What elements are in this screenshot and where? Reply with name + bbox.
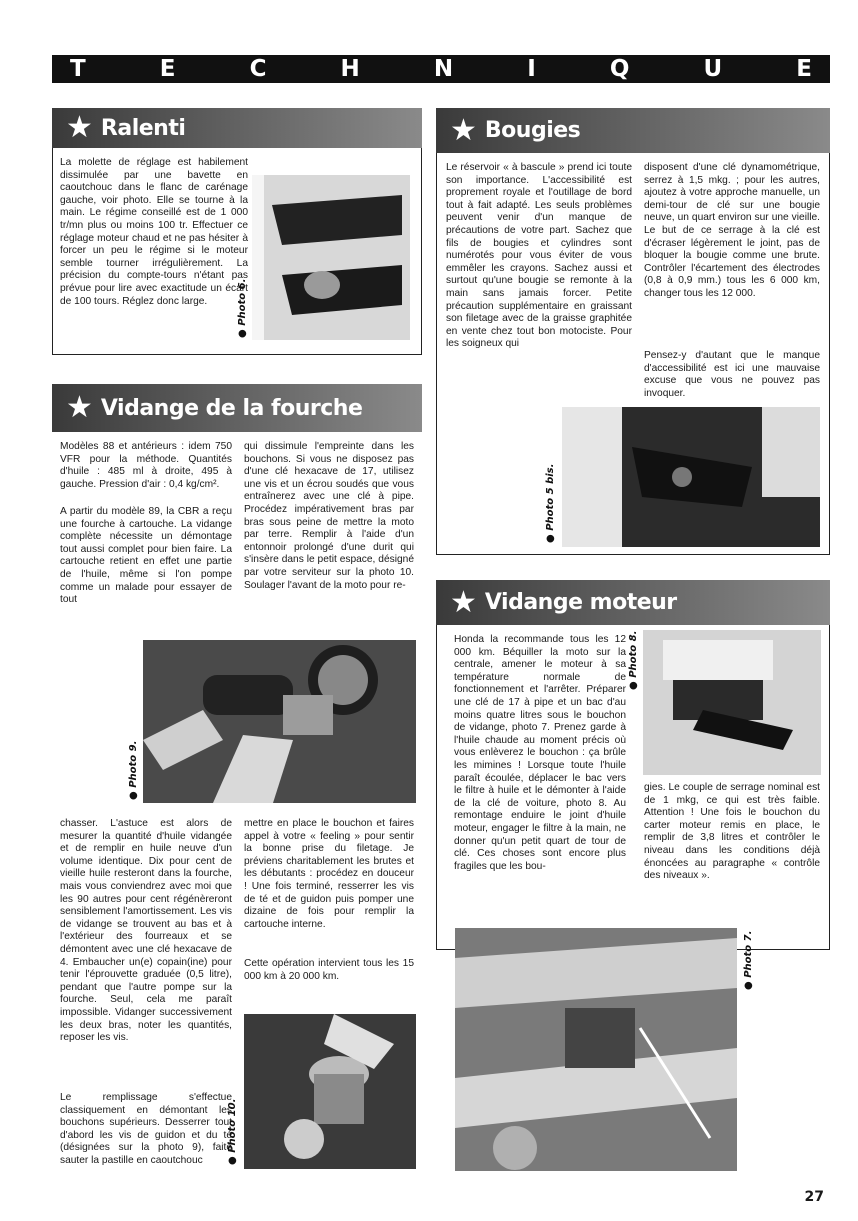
photo-9-caption: ● Photo 9. [128, 740, 139, 800]
banner-letter: N [433, 56, 454, 82]
photo-5-bis-illustration [562, 407, 820, 547]
fourche-col3a: chasser. L'astuce est alors de mesurer la quantité d'huile vidangée et de remplir en huile neuve d'un volume identique. Dix pour cent de vieille huile resteront dans la fourche, mais vous conviendrez avec moi que les 90 autres pour cent régénèreront sensiblement l'amortissement. Les vis de vidange se trouvent au bas et à l'extérieur des fourreaux et se démontent avec une clé hexacave de 4. Embaucher un(e) copain(ine) pour tenir l'éprouvette graduée (0,5 litre), pendant que l'autre pompe sur la fourche. Seul, cela me paraît impossible. Vidanger successivement les deux bras, noter les quantités, reposer les vis. [60, 818, 232, 1044]
banner-letter: C [249, 56, 267, 82]
bougies-col2a: disposent d'une clé dynamométrique, serrez à 1,5 mkg. ; pour les autres, ajoutez à votre approche manuelle, un demi-tour de clé sur une bougie neuve, un quart environ sur une vieille. Le but de ce serrage à la clé est d'écraser légèrement le joint, pas de bloquer la bougie comme une brute. Contrôler l'écartement des électrodes (0,8 à 0,9 mm.) tous les 6 000 km, changer tous les 12 000. [644, 162, 820, 299]
star-icon: ★ [66, 390, 93, 425]
fourche-col4b: Cette opération intervient tous les 15 000 km à 20 000 km. [244, 958, 414, 982]
fourche-col1a: Modèles 88 et antérieurs : idem 750 VFR pour la méthode. Quantités d'huile : 485 ml à droite, 495 à gauche. Pression d'air : 0,4 kg/cm². [60, 441, 232, 490]
photo-8-illustration [643, 630, 821, 775]
photo-10-caption: ● Photo 10. [227, 1098, 238, 1165]
photo-10-illustration [244, 1014, 416, 1169]
fourche-header [52, 384, 422, 432]
bougies-col1: Le réservoir « à bascule » prend ici toute son importance. L'accessibilité est proprement royale et l'outillage de bord tout à fait adapté. Les seuls problèmes peuvent venir d'un manque de précautions de votre part. Sachez que fils de bougies et cylindres sont numérotés pour vous éviter de vous emmêler les crayons. Sachez aussi et surtout qu'une bougie se remonte à la main sans jamais forcer. Petite précaution supplémentaire en graissant son filetage avec de la graisse graphitée en vente chez tout bon motociste. Pour les soigneux qui [446, 162, 632, 350]
photo-5-bis [562, 407, 820, 547]
ralenti-header [52, 108, 422, 148]
banner-letter: H [340, 56, 360, 82]
moteur-header [436, 580, 830, 625]
photo-9 [143, 640, 416, 803]
fourche-title: Vidange de la fourche [100, 395, 363, 421]
ralenti-title: Ralenti [100, 115, 186, 141]
banner-letter: T [70, 56, 86, 82]
photo-6 [252, 175, 410, 340]
moteur-title: Vidange moteur [484, 590, 677, 615]
photo-10 [244, 1014, 416, 1169]
fourche-col1b: A partir du modèle 89, la CBR a reçu une fourche à cartouche. La vidange complète nécessite un démontage tout aussi complet pour bien faire. La cartouche retient en effet une partie de l'huile, même si l'on pompe comme un malade pour essayer de tout [60, 506, 232, 606]
photo-5-bis-caption: ● Photo 5 bis. [545, 463, 556, 543]
banner-letter: I [527, 56, 536, 82]
bougies-header [436, 108, 830, 153]
page-number: 27 [804, 1189, 824, 1205]
photo-8 [643, 630, 821, 775]
moteur-col1: Honda la recommande tous les 12 000 km. Béquiller la moto sur la centrale, amener le moteur à sa température normale de fonctionnement et l'arrêter. Préparer une clé de 17 à pipe et un bac d'au moins quatre litres sous le bouchon de vidange, photo 7. Prenez garde à l'huile chaude au moment précis où vous enlèverez le bouchon : ça brûle les mimines ! Lorsque toute l'huile paraît écoulée, déplacer le bac vers le filtre à huile et le démonter à l'aide de la clé de voiture, photo 8. Au remontage enduire le joint d'huile moteur, engager le filtre à la main, ne donner qu'un petit quart de tour de clé. Ces choses sont encore plus fragiles que les bou- [454, 634, 626, 872]
star-icon: ★ [450, 584, 477, 620]
photo-8-caption: ● Photo 8. [628, 630, 639, 690]
star-icon: ★ [450, 112, 477, 148]
ralenti-text: La molette de réglage est habilement dissimulée par une bavette en caoutchouc dans le flanc de carénage gauche, voir photo. Elle se tourne à la main. Le régime conseillé est de 1 000 tr/mn plus ou moins 100 tr. Effectuer ce réglage moteur chaud et ne pas hésiter à forcer un peu le régime si le moteur semble tourner irrégulièrement. La précision du compte-tours n'étant pas prévue pour lire avec exactitude un écart de 100 tours. Réglez donc large. [60, 157, 248, 307]
bougies-title: Bougies [484, 118, 581, 143]
photo-7 [455, 928, 737, 1171]
banner-letter: E [159, 56, 176, 82]
star-icon: ★ [66, 110, 93, 145]
photo-7-illustration [455, 928, 737, 1171]
banner-letter: Q [609, 56, 630, 82]
banner-letter: U [703, 56, 723, 82]
fourche-col3b: Le remplissage s'effectue classiquement en démontant les bouchons supérieurs. Desserrer tout d'abord les vis de guidon et du té (désignées sur la photo 9), faite sauter la pastille en caoutchouc [60, 1092, 232, 1166]
photo-6-illustration [252, 175, 410, 340]
photo-6-caption: ● Photo 6. [237, 278, 248, 338]
photo-9-illustration [143, 640, 416, 803]
bougies-col2b: Pensez-y d'autant que le manque d'accessibilité est ici une mauvaise excuse que vous ne pouvez pas invoquer. [644, 350, 820, 399]
photo-7-caption: ● Photo 7. [743, 930, 754, 990]
moteur-col2: gies. Le couple de serrage nominal est de 1 mkg, ce qui est très faible. Attention ! Une fois le bouchon du carter moteur remis en place, le remplir de 3,8 litres et contrôler le niveau dans les conditions déjà énoncées au paragraphe « contrôle des niveaux ». [644, 782, 820, 882]
banner-letter: E [796, 56, 812, 82]
section-banner [52, 55, 830, 83]
fourche-col2: qui dissimule l'empreinte dans les bouchons. Si vous ne disposez pas d'une clé hexacave de 17, utilisez une vis et un écrou soudés que vous entraînerez avec une clé à pipe. Procédez impérativement bras par bras sous peine de mettre la moto par terre. Remplir à l'aide d'un entonnoir prolongé d'une durit qui s'insère dans le petit espace, désigné par votre serviteur sur la photo 10. Soulager l'avant de la moto pour re- [244, 441, 414, 591]
fourche-col4a: mettre en place le bouchon et faires appel à votre « feeling » pour sentir la bonne prise du filetage. Je préviens charitablement les brutes et les débutants : procédez en douceur ! Une fois terminé, resserrer les vis de té et de guidon puis pomper une dizaine de fois pour remplir la cartouche interne. [244, 818, 414, 930]
